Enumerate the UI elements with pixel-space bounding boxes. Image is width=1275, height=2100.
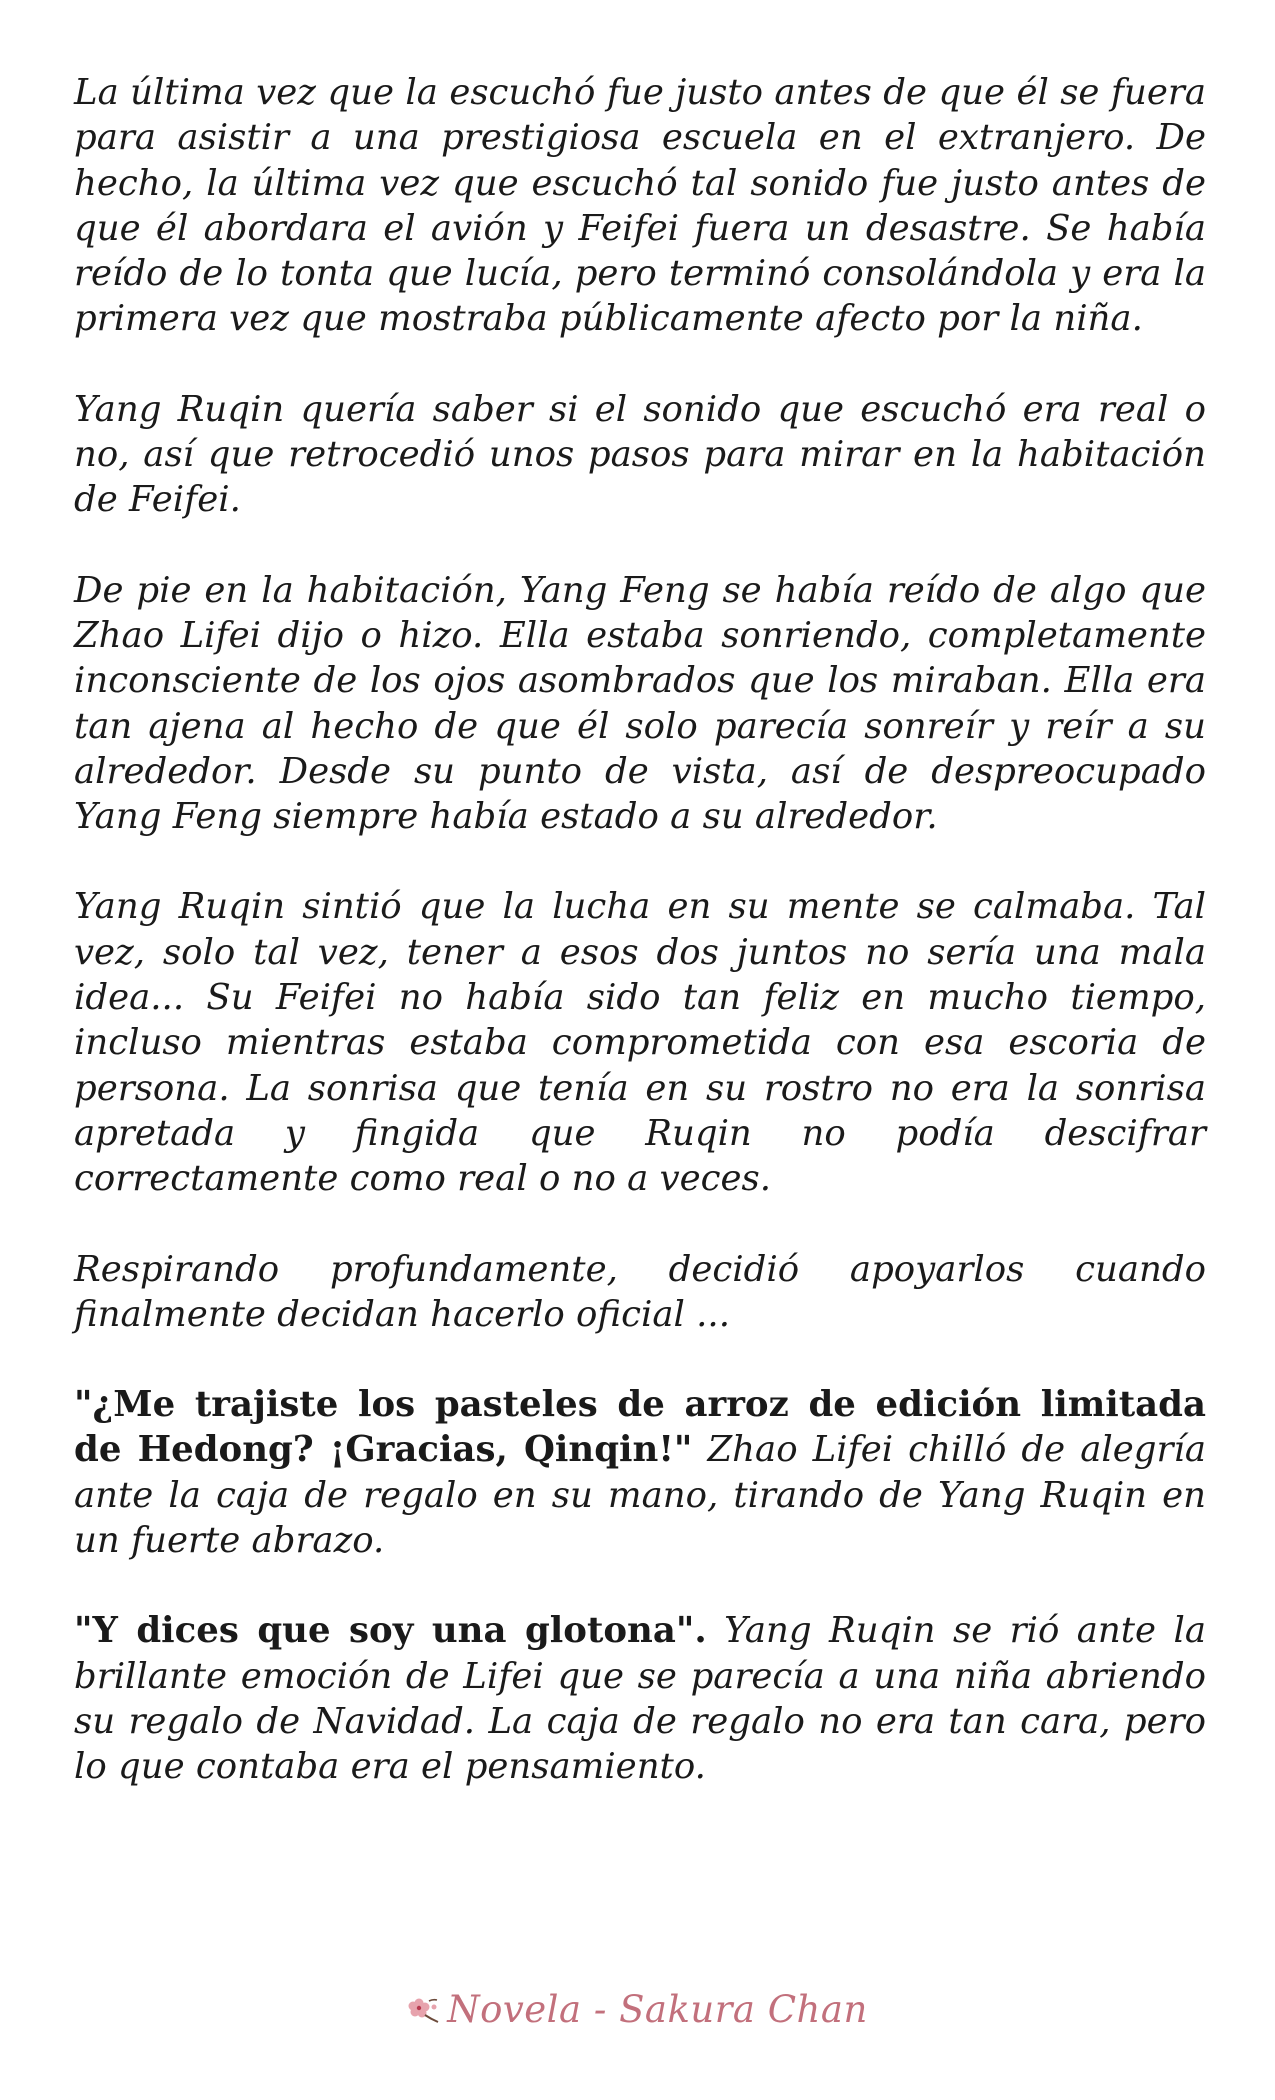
- paragraph-text: Respirando profundamente, decidió apoyarlos cuando finalmente decidan hacerlo oficial ...: [74, 1248, 1206, 1335]
- sakura-blossom-icon: [407, 1991, 441, 2034]
- paragraph-1: [74, 70, 1206, 342]
- watermark-footer: [0, 1988, 1275, 2034]
- paragraph-text: Yang Ruqin se rió ante la brillante emoción de Lifei que se parecía a una niña abriendo su regalo de Navidad. La caja de regalo no era tan cara, pero lo que contaba era el pensamiento.: [74, 1610, 1206, 1788]
- paragraph-text: De pie en la habitación, Yang Feng se había reído de algo que Zhao Lifei dijo o hizo. Ella estaba sonriendo, completamente inconsciente de los ojos asombrados que los miraban. Ella era tan ajena al hecho de que él solo parecía sonreír y reír a su alrededor. Desde su punto de vista, así de despreocupado Yang Feng siempre había estado a su alrededor.: [74, 569, 1206, 838]
- dialogue-text: "¿Me trajiste los pasteles de arroz de edición limitada de Hedong? ¡Gracias, Qinqin!": [74, 1384, 1206, 1471]
- paragraph-5: [74, 1247, 1206, 1338]
- paragraph-6: [74, 1382, 1206, 1563]
- paragraph-3: [74, 568, 1206, 840]
- paragraph-text: La última vez que la escuchó fue justo antes de que él se fuera para asistir a una prestigiosa escuela en el extranjero. De hecho, la última vez que escuchó tal sonido fue justo antes de que él abordara el avión y Feifei fuera un desastre. Se había reído de lo tonta que lucía, pero terminó consolándola y era la primera vez que mostraba públicamente afecto por la niña.: [74, 72, 1206, 340]
- paragraph-text: Yang Ruqin sintió que la lucha en su mente se calmaba. Tal vez, solo tal vez, tener a esos dos juntos no sería una mala idea... Su Feifei no había sido tan feliz en mucho tiempo, incluso mientras estaba comprometida con esa escoria de persona. La sonrisa que tenía en su rostro no era la sonrisa apretada y fingida que Ruqin no podía descifrar correctamente como real o no a veces.: [74, 886, 1206, 1200]
- paragraph-4: [74, 884, 1206, 1201]
- watermark-label: Novela - Sakura Chan: [447, 1988, 868, 2031]
- dialogue-text: "Y dices que soy una glotona".: [74, 1610, 707, 1652]
- paragraph-text: Yang Ruqin quería saber si el sonido que escuchó era real o no, así que retrocedió unos pasos para mirar en la habitación de Feifei.: [74, 388, 1206, 521]
- paragraph-2: [74, 387, 1206, 523]
- paragraph-text: Zhao Lifei chilló de alegría ante la caja de regalo en su mano, tirando de Yang Ruqin en un fuerte abrazo.: [74, 1429, 1206, 1562]
- paragraph-7: [74, 1608, 1206, 1789]
- chapter-text: [74, 70, 1206, 1835]
